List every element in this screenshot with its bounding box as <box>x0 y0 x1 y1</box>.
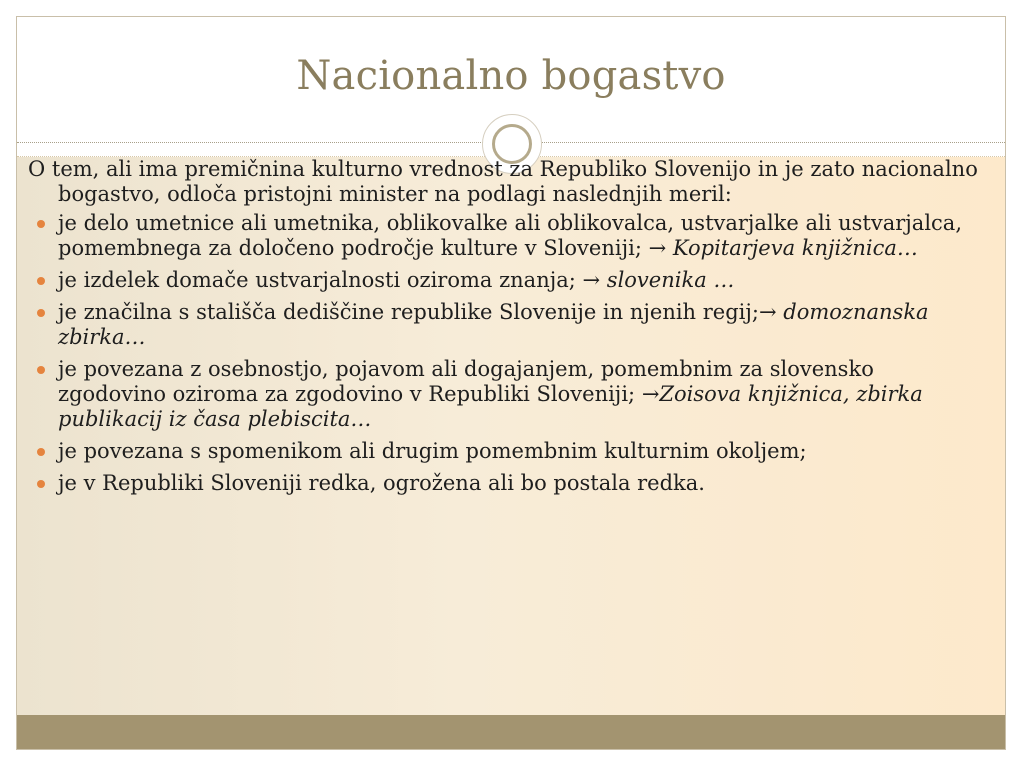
footer-bar <box>17 715 1005 749</box>
bullet-icon <box>37 366 45 374</box>
intro-paragraph: O tem, ali ima premičnina kulturno vrednost za Republiko Slovenijo in je zato nacionalno bogastvo, odloča pristojni minister na podlagi naslednjih meril: <box>28 157 978 206</box>
bullet-icon <box>37 220 45 228</box>
bullet-icon <box>37 277 45 285</box>
bullet-icon <box>37 448 45 456</box>
list-item-text: je v Republiki Sloveniji redka, ogrožena ali bo postala redka. <box>58 471 705 495</box>
list-item-text: je značilna s stališča dediščine republike Slovenije in njenih regij;→ <box>58 300 777 324</box>
bullet-icon <box>37 480 45 488</box>
list-item <box>28 357 978 432</box>
criteria-list <box>28 211 978 496</box>
list-item <box>28 211 978 261</box>
slide-title: Nacionalno bogastvo <box>296 53 726 99</box>
list-item-text: je povezana s spomenikom ali drugim pomembnim kulturnim okoljem; <box>58 439 807 463</box>
bullet-icon <box>37 309 45 317</box>
list-item <box>28 439 978 464</box>
list-item-example: slovenika … <box>606 268 735 292</box>
list-item <box>28 471 978 496</box>
list-item-text: je delo umetnice ali umetnika, oblikovalke ali oblikovalca, ustvarjalke ali ustvarjalca, pomembnega za določeno področje kulture v Sloveniji; → <box>58 211 962 260</box>
list-item-example: Kopitarjeva knjižnica… <box>672 236 918 260</box>
list-item-text: je izdelek domače ustvarjalnosti oziroma znanja; → <box>58 268 601 292</box>
list-item-text: je povezana z osebnostjo, pojavom ali dogajanjem, pomembnim za slovensko zgodovino oziroma za zgodovino v Republiki Sloveniji; <box>58 357 874 406</box>
list-item <box>28 268 978 293</box>
slide-body <box>28 157 978 503</box>
list-item-example: domoznanska zbirka… <box>58 300 929 349</box>
list-item <box>28 300 978 350</box>
list-item-example: →Zoisova knjižnica, zbirka publikacij iz časa plebiscita… <box>58 382 923 431</box>
